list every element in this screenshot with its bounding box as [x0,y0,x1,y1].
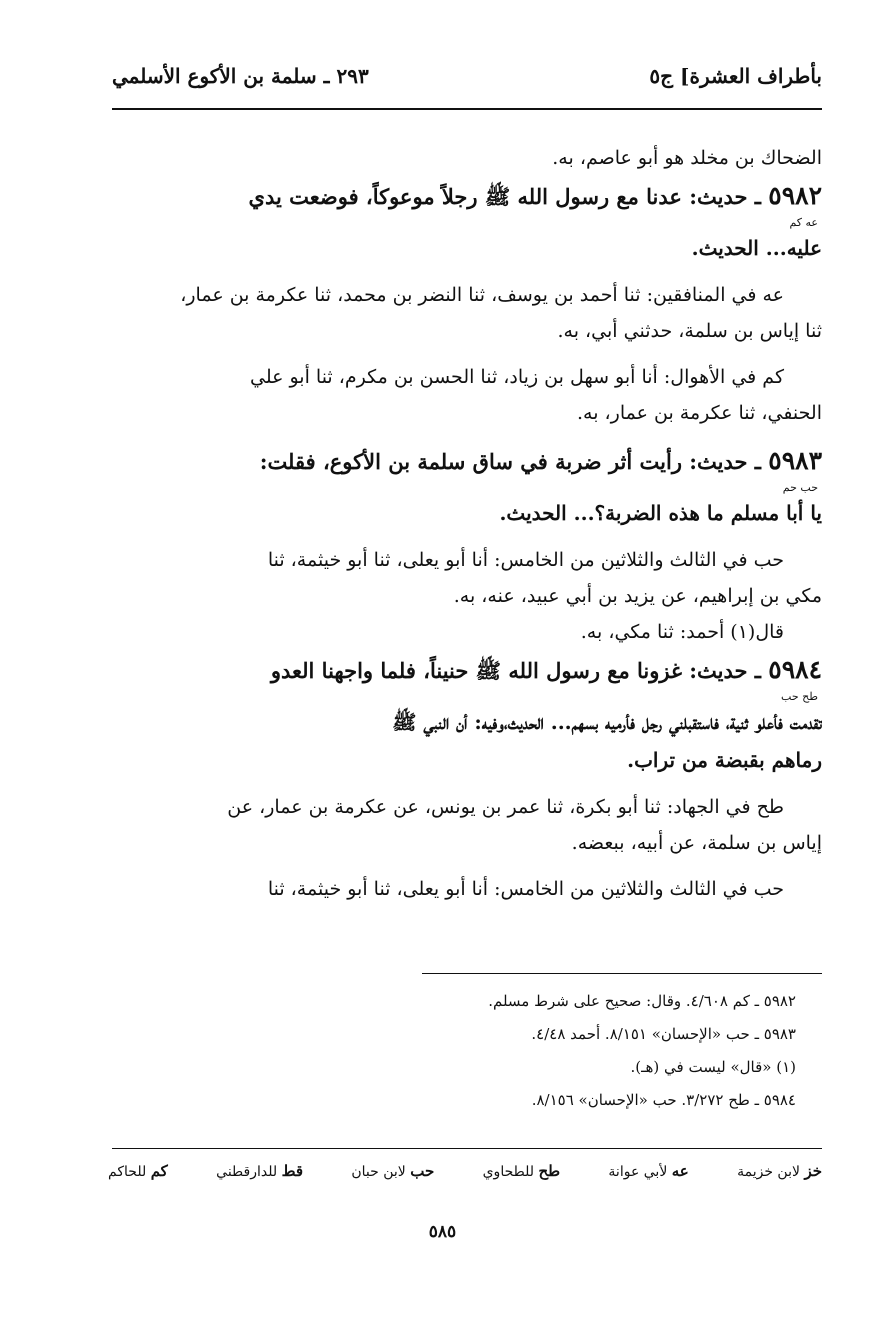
chain-line: عه في المنافقين: ثنا أحمد بن يوسف، ثنا النضر بن محمد، ثنا عكرمة بن عمار، [180,284,784,306]
footnote-line: ٥٩٨٤ ـ طح ٣/٢٧٢. حب «الإحسان» ٨/١٥٦. [531,1091,796,1109]
hadith-text-continued: تقدمت فأعلو ثنية، فاستقبلني رجل فأرميه بسهم... الحديث،وفيه: أن النبي ﷺ [392,710,822,734]
header-volume: بأطراف العشرة] ج٥ [649,64,822,88]
source-sigla: حب حم [782,481,818,494]
legend-item [351,1162,434,1180]
legend-code: كم [150,1162,168,1180]
legend-divider [112,1148,822,1149]
source-sigla: عه كم [789,216,818,229]
chain-line: حب في الثالث والثلاثين من الخامس: أنا أبو يعلى، ثنا أبو خيثمة، ثنا [267,549,784,571]
chain-line: إياس بن سلمة، عن أبيه، ببعضه. [571,832,822,854]
source-sigla: طح حب [781,690,818,703]
header-divider [112,108,822,110]
legend-item [216,1162,303,1180]
hadith-text-continued: رماهم بقبضة من تراب. [627,748,822,772]
legend-item [737,1162,822,1180]
text-line: الضحاك بن مخلد هو أبو عاصم، به. [552,147,822,169]
footnote-line: ٥٩٨٢ ـ كم ٤/٦٠٨. وقال: صحيح على شرط مسلم. [488,992,796,1010]
legend-desc: لأبي عوانة [608,1164,668,1180]
hadith-heading-5982 [112,176,822,217]
chain-line: مكي بن إبراهيم، عن يزيد بن أبي عبيد، عنه، به. [453,585,822,607]
hadith-text-continued: عليه... الحديث. [691,236,822,260]
legend-code: قط [281,1162,304,1180]
legend-desc: لابن حبان [351,1164,406,1180]
abbreviation-legend [108,1162,822,1180]
footnote-divider [422,973,822,974]
hadith-number: ٥٩٨٣ [768,446,822,475]
legend-code: عه [671,1162,689,1180]
legend-desc: للحاكم [108,1164,147,1180]
legend-code: طح [538,1162,561,1180]
hadith-text: ـ حديث: غزونا مع رسول الله ﷺ حنيناً، فلما واجهنا العدو [270,658,761,683]
footnotes [300,985,796,1117]
running-header [112,58,822,94]
hadith-number: ٥٩٨٢ [768,181,822,210]
chain-line: كم في الأهوال: أنا أبو سهل بن زياد، ثنا الحسن بن مكرم، ثنا أبو علي [249,366,784,388]
footnote-line: (١) «قال» ليست في (هـ). [630,1058,796,1076]
legend-code: حب [410,1162,435,1180]
legend-item [608,1162,688,1180]
hadith-text: ـ حديث: رأيت أثر ضربة في ساق سلمة بن الأكوع، فقلت: [259,449,761,474]
hadith-text-continued: يا أبا مسلم ما هذه الضربة؟... الحديث. [499,501,822,525]
legend-item [483,1162,560,1180]
legend-item [108,1162,168,1180]
page-number: ٥٨٥ [428,1222,457,1242]
hadith-number: ٥٩٨٤ [768,655,822,684]
chain-line: ثنا إياس بن سلمة، حدثني أبي، به. [557,320,822,342]
chain-line: قال(١) أحمد: ثنا مكي، به. [580,621,784,643]
chain-line: طح في الجهاد: ثنا أبو بكرة، ثنا عمر بن يونس، عن عكرمة بن عمار، عن [227,796,784,818]
main-text [112,140,822,907]
legend-desc: لابن خزيمة [737,1164,800,1180]
hadith-text: ـ حديث: عدنا مع رسول الله ﷺ رجلاً موعوكاً، فوضعت يدي [248,184,761,209]
hadith-heading-5984 [112,650,822,691]
hadith-heading-5983 [112,441,822,482]
legend-desc: للطحاوي [482,1164,534,1180]
header-chapter: ٢٩٣ ـ سلمة بن الأكوع الأسلمي [112,64,369,88]
chain-line: الحنفي، ثنا عكرمة بن عمار، به. [576,402,822,424]
legend-code: خز [804,1162,822,1180]
chain-line: حب في الثالث والثلاثين من الخامس: أنا أبو يعلى، ثنا أبو خيثمة، ثنا [267,878,784,900]
footnote-line: ٥٩٨٣ ـ حب «الإحسان» ٨/١٥١. أحمد ٤/٤٨. [531,1025,796,1043]
legend-desc: للدارقطني [216,1164,278,1180]
